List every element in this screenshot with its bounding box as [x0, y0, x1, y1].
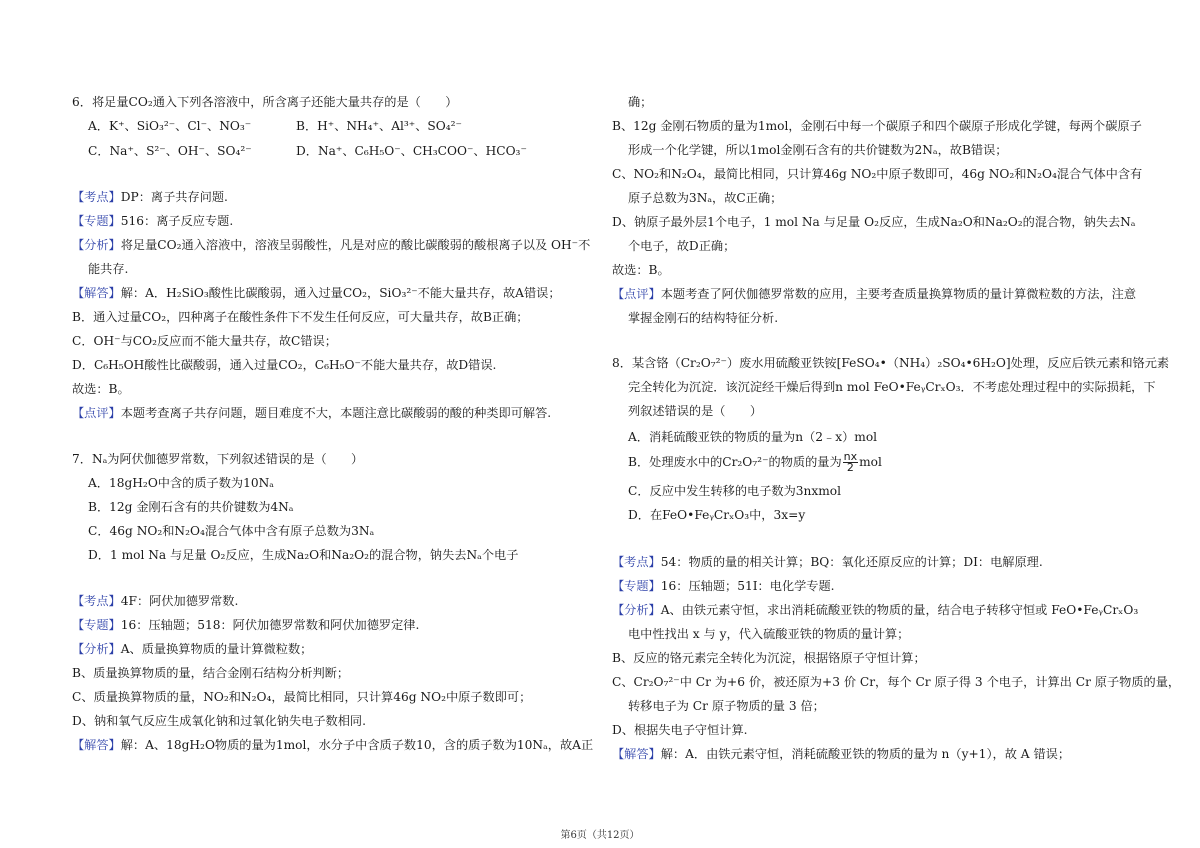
q8-fenxi-b: B、反应的铬元素完全转化为沉淀，根据铬原子守恒计算； [612, 651, 926, 665]
page-footer: 第6页（共12页） [560, 830, 640, 841]
q6-kaodian: 【考点】DP：离子共存问题. [72, 190, 228, 204]
q6-jieda-d: D．C₆H₅OH酸性比碳酸弱，通入过量CO₂，C₆H₅O⁻不能大量共存，故D错误. [72, 358, 497, 372]
q8-jieda: 【解答】解：A．由铁元素守恒，消耗硫酸亚铁的物质的量为 n（y+1），故 A 错误； [612, 747, 1071, 761]
q6-stem: 6．将足量CO₂通入下列各溶液中，所含离子还能大量共存的是（ ） [72, 95, 458, 109]
q6-option-b: B．H⁺、NH₄⁺、Al³⁺、SO₄²⁻ [296, 119, 462, 133]
q6-option-a: A．K⁺、SiO₃²⁻、Cl⁻、NO₃⁻ [88, 119, 252, 133]
q8-option-d: D．在FeO•FeᵧCrₓO₃中，3x=y [628, 508, 806, 522]
q7-cont-d2: 个电子，故D正确； [628, 239, 736, 253]
q7-kaodian: 【考点】4F：阿伏加德罗常数. [72, 594, 239, 608]
q6-option-c: C．Na⁺、S²⁻、OH⁻、SO₄²⁻ [88, 144, 252, 158]
q8-stem-2: 完全转化为沉淀．该沉淀经干燥后得到n mol FeO•FeᵧCrₓO₃．不考虑处理过程中的实际损耗，下 [628, 380, 1156, 394]
q6-answer: 故选：B。 [72, 382, 130, 396]
q7-cont-b2: 形成一个化学键，所以1mol金刚石含有的共价键数为2Nₐ，故B错误； [628, 143, 1008, 157]
q7-fenxi-d: D、钠和氧气反应生成氧化钠和过氧化钠失电子数相同. [72, 714, 366, 728]
q7-cont-d: D、钠原子最外层1个电子，1 mol Na 与足量 O₂反应，生成Na₂O和Na₂O₂的混合物，钠失去Nₐ [612, 215, 1136, 229]
q8-fenxi: 【分析】A、由铁元素守恒，求出消耗硫酸亚铁的物质的量，结合电子转移守恒或 FeO•FeᵧCrₓO₃ [612, 603, 1139, 617]
q6-jieda: 【解答】解：A．H₂SiO₃酸性比碳酸弱，通入过量CO₂，SiO₃²⁻不能大量共存，故A错误； [72, 286, 561, 300]
q7-option-b: B．12g 金刚石含有的共价键数为4Nₐ [88, 500, 294, 514]
q7-fenxi-c: C、质量换算物质的量，NO₂和N₂O₄，最简比相同，只计算46g NO₂中原子数即可； [72, 690, 532, 704]
q7-jieda: 【解答】解：A、18gH₂O物质的量为1mol，水分子中含质子数10，含的质子数为10Nₐ，故A正 [72, 738, 594, 752]
q7-cont-b: B、12g 金刚石物质的量为1mol，金刚石中每一个碳原子和四个碳原子形成化学键，每两个碳原子 [612, 119, 1142, 133]
q7-zhuanti: 【专题】16：压轴题；518：阿伏加德罗常数和阿伏加德罗定律. [72, 618, 420, 632]
q6-jieda-c: C．OH⁻与CO₂反应而不能大量共存，故C错误； [72, 334, 337, 348]
q6-dianping: 【点评】本题考查离子共存问题，题目难度不大，本题注意比碳酸弱的酸的种类即可解答. [72, 406, 552, 420]
q8-stem: 8．某含铬（Cr₂O₇²⁻）废水用硫酸亚铁铵[FeSO₄•（NH₄）₂SO₄•6H₂O]处理，反应后铁元素和铬元素 [612, 356, 1170, 370]
q7-cont-c2: 原子总数为3Nₐ，故C正确； [628, 191, 783, 205]
q8-option-b: B．处理废水中的Cr₂O₇²⁻的物质的量为 $\frac{nx}{2}$ mol [628, 450, 882, 474]
q8-option-a: A．消耗硫酸亚铁的物质的量为n（2﹣x）mol [628, 430, 878, 444]
q6-zhuanti: 【专题】516：离子反应专题. [72, 214, 234, 228]
q8-zhuanti: 【专题】16：压轴题；51I：电化学专题. [612, 579, 835, 593]
fraction-nx-over-2: $\frac{nx}{2}$ [843, 450, 858, 474]
q7-fenxi-b: B、质量换算物质的量，结合金刚石结构分析判断； [72, 666, 350, 680]
q8-fenxi-c: C、Cr₂O₇²⁻中 Cr 为+6 价，被还原为+3 价 Cr，每个 Cr 原子得 3 个电子，计算出 Cr 原子物质的量， [612, 675, 1181, 689]
q6-fenxi: 【分析】将足量CO₂通入溶液中，溶液呈弱酸性，凡是对应的酸比碳酸弱的酸根离子以及 OH⁻不 [72, 238, 591, 252]
q7-fenxi: 【分析】A、质量换算物质的量计算微粒数； [72, 642, 313, 656]
q7-dianping: 【点评】本题考查了阿伏伽德罗常数的应用，主要考查质量换算物质的量计算微粒数的方法，注意 [612, 287, 1137, 301]
q7-cont-c: C、NO₂和N₂O₄，最简比相同，只计算46g NO₂中原子数即可，46g NO₂和N₂O₄混合气体中含有 [612, 167, 1143, 181]
q7-option-c: C．46g NO₂和N₂O₄混合气体中含有原子总数为3Nₐ [88, 524, 375, 538]
q7-option-d: D．1 mol Na 与足量 O₂反应，生成Na₂O和Na₂O₂的混合物，钠失去Nₐ个电子 [88, 548, 519, 562]
q7-option-a: A．18gH₂O中含的质子数为10Nₐ [88, 476, 274, 490]
q7-stem: 7．Nₐ为阿伏伽德罗常数，下列叙述错误的是（ ） [72, 452, 364, 466]
q8-fenxi-2: 电中性找出 x 与 y，代入硫酸亚铁的物质的量计算； [628, 627, 910, 641]
q8-fenxi-c2: 转移电子为 Cr 原子物质的量 3 倍； [628, 699, 825, 713]
q6-option-d: D．Na⁺、C₆H₅O⁻、CH₃COO⁻、HCO₃⁻ [296, 144, 527, 158]
q6-fenxi-cont: 能共存. [88, 262, 129, 276]
q7-dianping-cont: 掌握金刚石的结构特征分析. [628, 311, 779, 325]
q8-stem-3: 列叙述错误的是（ ） [628, 404, 763, 418]
q8-option-c: C．反应中发生转移的电子数为3nxmol [628, 484, 842, 498]
q6-jieda-b: B．通入过量CO₂，四种离子在酸性条件下不发生任何反应，可大量共存，故B正确； [72, 310, 529, 324]
q8-kaodian: 【考点】54：物质的量的相关计算；BQ：氧化还原反应的计算；DI：电解原理. [612, 555, 1043, 569]
q8-fenxi-d: D、根据失电子守恒计算. [612, 723, 748, 737]
q7-answer: 故选：B。 [612, 263, 670, 277]
q7-cont-l1: 确； [628, 95, 653, 109]
